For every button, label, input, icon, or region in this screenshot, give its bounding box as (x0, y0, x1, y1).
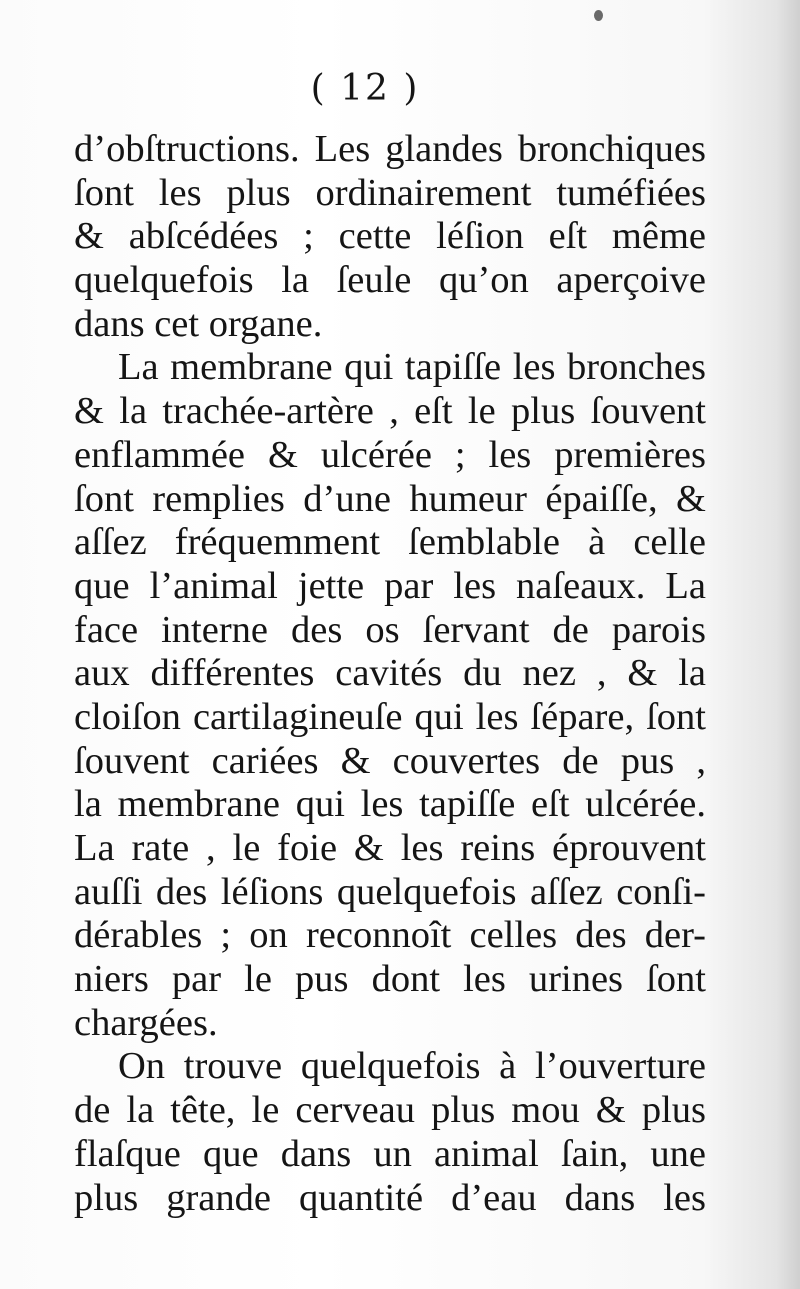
text-line: flaſque que dans un animal ſain, une (74, 1132, 706, 1175)
paragraph-start-line: La membrane qui tapiſſe les bronches (118, 346, 706, 389)
text-line: aſſez fréquemment ſemblable à celle (74, 521, 706, 564)
text-line: ſouvent cariées & couvertes de pus , (74, 739, 706, 782)
text-line: aux différentes cavités du nez , & la (74, 652, 706, 695)
text-line: auſſi des léſions quelquefois aſſez conſi- (74, 870, 706, 913)
text-line: ſont remplies d’une humeur épaiſſe, & (74, 477, 706, 520)
text-line: que l’animal jette par les naſeaux. La (74, 564, 706, 607)
text-line: quelquefois la ſeule qu’on aperçoive (74, 259, 706, 302)
text-line: chargées. (74, 1001, 218, 1044)
text-line: de la tête, le cerveau plus mou & plus (74, 1089, 706, 1132)
text-line: plus grande quantité d’eau dans les (74, 1176, 706, 1219)
text-line: dérables ; on reconnoît celles des der- (74, 914, 706, 957)
text-line: ſont les plus ordinairement tuméfiées (74, 171, 706, 214)
text-line: cloiſon cartilagineuſe qui les ſépare, ſont (74, 695, 706, 738)
paragraph-start-line: On trouve quelquefois à l’ouverture (118, 1045, 706, 1088)
ink-speck (594, 10, 603, 21)
text-line: enflammée & ulcérée ; les premières (74, 433, 706, 476)
text-line: la membrane qui les tapiſſe eſt ulcérée. (74, 783, 706, 826)
text-line: & abſcédées ; cette léſion eſt même (74, 215, 706, 258)
text-line: La rate , le foie & les reins éprouvent (74, 827, 706, 869)
body-text (74, 128, 706, 1220)
text-line: & la trachée-artère , eſt le plus ſouvent (74, 390, 706, 433)
text-line: niers par le pus dont les urines ſont (74, 958, 706, 1001)
text-line: face interne des os ſervant de parois (74, 608, 706, 651)
page-number: ( 12 ) (310, 68, 420, 109)
text-line: d’obſtructions. Les glandes bronchiques (74, 128, 706, 170)
text-line: dans cet organe. (74, 302, 323, 345)
